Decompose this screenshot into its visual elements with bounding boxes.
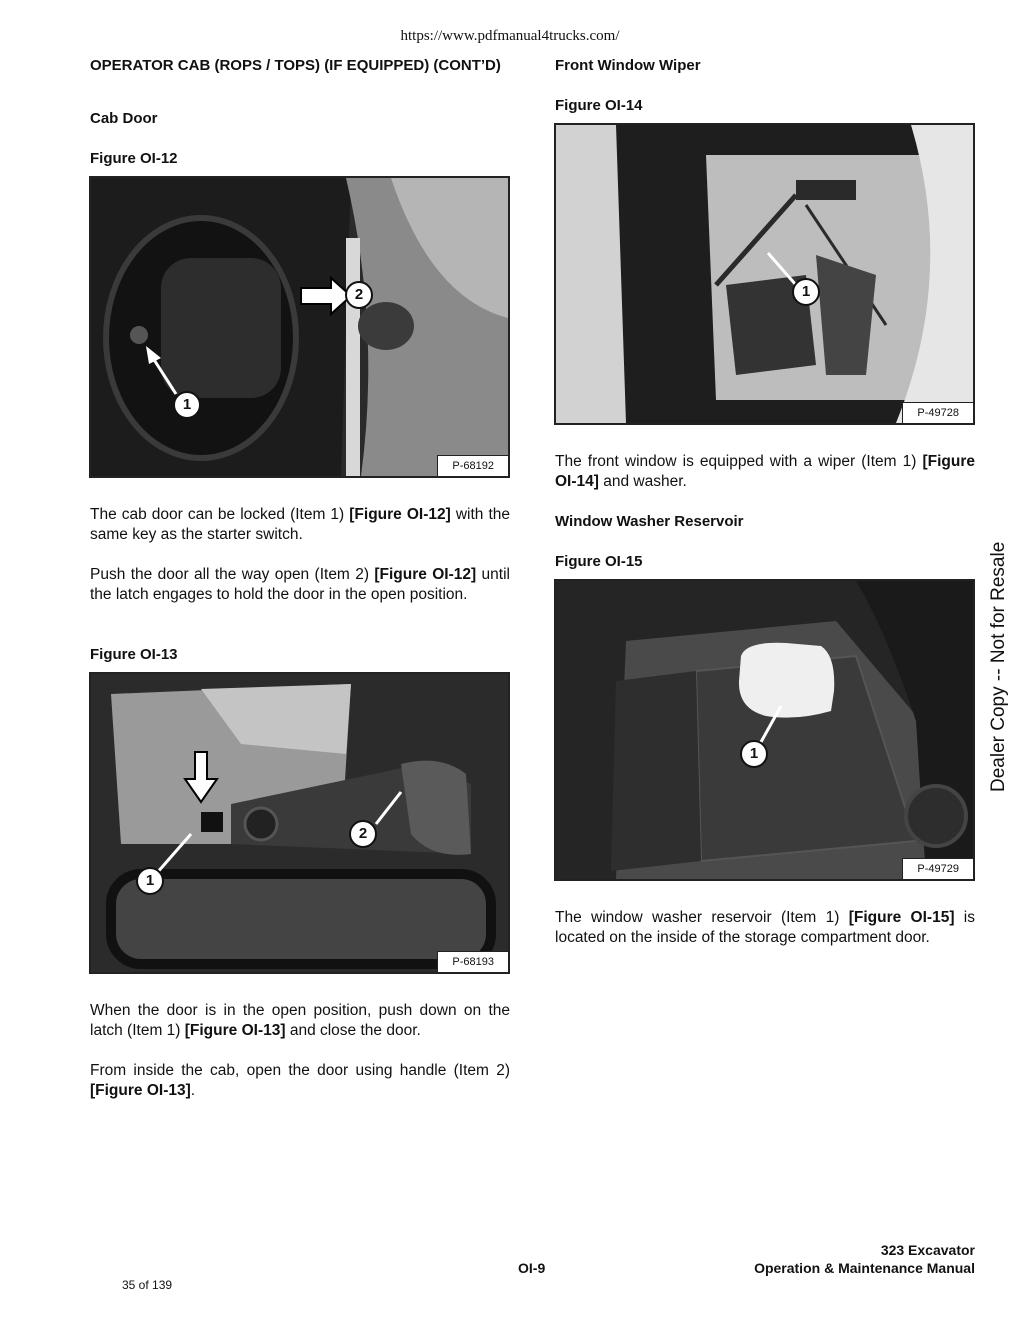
footer-product: 323 Excavator [880,1242,975,1258]
paragraph-open-door: From inside the cab, open the door using handle (Item 2) [Figure OI-13]. [90,1062,510,1099]
figure-oi-15-photo [554,579,975,881]
paragraph-reservoir: The window washer reservoir (Item 1) [Figure OI-15] is located on the inside of the storage compartment door. [555,909,976,946]
paragraph-close-door: When the door is in the open position, push down on the latch (Item 1) [Figure OI-13] and close the door. [90,1002,510,1039]
figure-caption-oi-15: Figure OI-15 [555,553,643,570]
side-watermark: Dealer Copy -- Not for Resale [988,541,1009,792]
photo-code: P-49728 [902,402,973,423]
subsection-cab-door: Cab Door [90,110,158,127]
callout-2: 2 [345,281,373,309]
paragraph-lock: The cab door can be locked (Item 1) [Figure OI-12] with the same key as the starter switch. [90,506,510,543]
subsection-window-washer-reservoir: Window Washer Reservoir [555,513,744,530]
callout-1: 1 [136,867,164,895]
paragraph-push-door: Push the door all the way open (Item 2) [Figure OI-12] until the latch engages to hold the door in the open position. [90,566,510,603]
photo-code: P-68193 [437,951,508,972]
section-title: OPERATOR CAB (ROPS / TOPS) (IF EQUIPPED) (CONT’D) [90,57,501,74]
footer-page-id: OI-9 [518,1260,546,1276]
photo-code: P-49729 [902,858,973,879]
figure-oi-13-photo [89,672,510,974]
subsection-front-window-wiper: Front Window Wiper [555,57,701,74]
callout-1: 1 [173,391,201,419]
figure-caption-oi-12: Figure OI-12 [90,150,178,167]
figure-oi-12-photo [89,176,510,478]
callout-2: 2 [349,820,377,848]
callout-1: 1 [792,278,820,306]
photo-code: P-68192 [437,455,508,476]
footer-manual: Operation & Maintenance Manual [754,1260,975,1276]
section-title-block [90,57,510,75]
figure-caption-oi-14: Figure OI-14 [555,97,643,114]
figure-caption-oi-13: Figure OI-13 [90,646,178,663]
paragraph-wiper: The front window is equipped with a wiper (Item 1) [Figure OI-14] and washer. [555,453,975,490]
source-url: https://www.pdfmanual4trucks.com/ [400,28,620,44]
figure-oi-14-photo [554,123,975,425]
footer-page-count: 35 of 139 [122,1278,173,1292]
callout-1: 1 [740,740,768,768]
